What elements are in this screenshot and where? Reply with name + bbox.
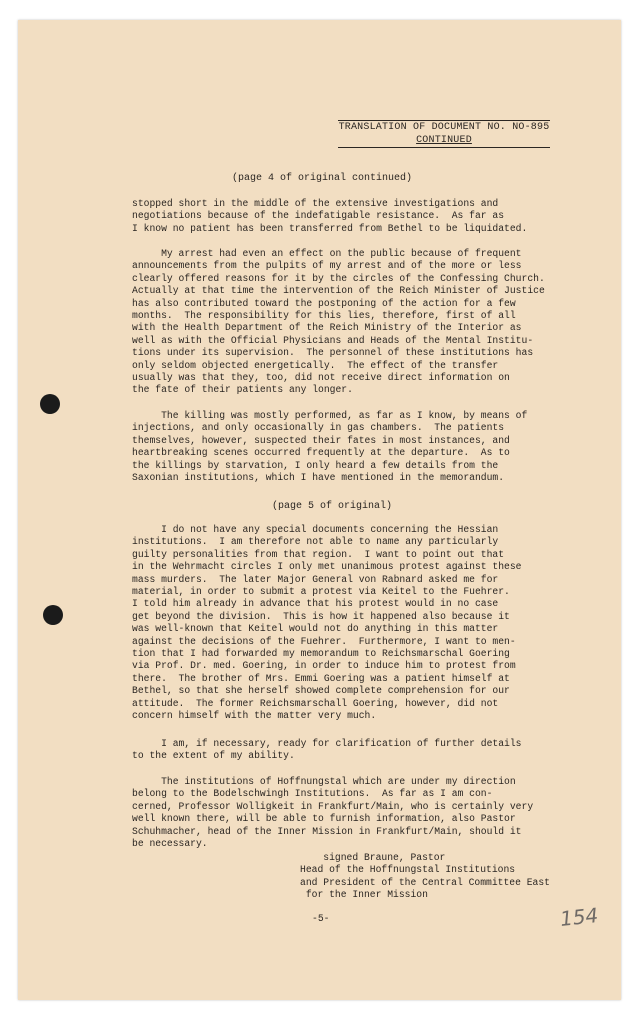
text-line: has also contributed toward the postponing of the action for a few [132,297,516,309]
text-line: attitude. The former Reichsmarschall Goering, however, did not [132,697,499,709]
text-line: well known there, will be able to furnish information, also Pastor [132,813,516,825]
text-line: was well-known that Keitel would not do anything in this matter [132,623,499,635]
text-line: concern himself with the matter very much. [132,710,377,722]
text-line: The killing was mostly performed, as far as I know, by means of [132,410,528,421]
page-number: -5- [312,913,330,924]
text-line: well as with the Official Physicians and Heads of the Mental Institu- [132,334,534,346]
signature-line: signed Braune, Pastor [300,852,446,863]
text-line: I do not have any special documents concerning the Hessian [132,524,499,535]
punch-hole [43,605,63,625]
header-title: TRANSLATION OF DOCUMENT NO. NO-895 [338,122,550,133]
text-line: the fate of their patients any longer. [132,384,353,396]
text-line: My arrest had even an effect on the public because of frequent [132,248,522,259]
signature-block [300,852,580,902]
text-line: Saxonian institutions, which I have mentioned in the memorandum. [132,472,505,484]
text-line: the killings by starvation, I only heard a few details from the [132,459,499,471]
signature-line: Head of the Hoffnungstal Institutions [300,864,516,876]
paragraph-6 [132,776,572,850]
text-line: material, in order to submit a protest via Keitel to the Fuehrer. [132,586,510,598]
paragraph-2 [132,248,572,397]
page-note-original-4: (page 4 of original continued) [231,173,413,184]
text-line: guilty personalities from that region. I want to point out that [132,548,505,560]
text-line: against the decisions of the Fuehrer. Furthermore, I want to men- [132,635,516,647]
text-line: heartbreaking scenes occurred frequently at the departure. As to [132,447,510,459]
text-line: only seldom objected energetically. The effect of the transfer [132,359,499,371]
paragraph-3 [132,410,572,484]
text-line: in the Wehrmacht circles I only met unanimous protest against these [132,561,522,573]
page-note-original-5: (page 5 of original) [271,501,393,512]
text-line: via Prof. Dr. med. Goering, in order to induce him to protest from [132,660,516,672]
paragraph-4 [132,524,572,723]
text-line: I know no patient has been transferred from Bethel to be liquidated. [132,222,528,234]
text-line: announcements from the pulpits of my arrest and of the more or less [132,260,522,272]
header-continued: CONTINUED [416,135,472,146]
text-line: I am, if necessary, ready for clarification of further details [132,738,522,749]
text-line: Actually at that time the intervention of the Reich Minister of Justice [132,285,545,297]
text-line: tions under its supervision. The personnel of these institutions has [132,347,534,359]
text-line: belong to the Bodelschwingh Institutions. As far as I am con- [132,788,493,800]
text-line: be necessary. [132,838,208,850]
text-line: themselves, however, suspected their fates in most instances, and [132,434,510,446]
text-line: Schuhmacher, head of the Inner Mission in Frankfurt/Main, should it [132,825,522,837]
text-line: injections, and only occasionally in gas chambers. The patients [132,422,505,434]
archive-number: 154 [558,903,600,931]
document-header [338,120,550,148]
paragraph-1 [132,198,572,235]
text-line: Bethel, so that she herself showed complete comprehension for our [132,685,510,697]
signature-line: for the Inner Mission [300,889,428,901]
text-line: clearly offered reasons for it by the circles of the Confessing Church. [132,272,545,284]
text-line: to the extent of my ability. [132,750,295,762]
text-line: institutions. I am therefore not able to name any particularly [132,536,499,548]
signature-line: and President of the Central Committee East [300,876,550,888]
paragraph-5 [132,738,572,763]
text-line: mass murders. The later Major General von Rabnard asked me for [132,573,499,585]
text-line: tion that I had forwarded my memorandum to Reichsmarschal Goering [132,648,510,660]
text-line: with the Health Department of the Reich Ministry of the Interior as [132,322,522,334]
text-line: get beyond the division. This is how it happened also because it [132,610,510,622]
text-line: The institutions of Hoffnungstal which are under my direction [132,776,516,787]
text-line: usually was that they, too, did not receive direct information on [132,372,510,384]
text-line: I told him already in advance that his protest would in no case [132,598,499,610]
text-line: cerned, Professor Wolligkeit in Frankfurt/Main, who is certainly very [132,800,534,812]
text-line: negotiations because of the indefatigable resistance. As far as [132,210,505,222]
header-bottom-rule [338,147,550,148]
text-line: stopped short in the middle of the extensive investigations and [132,198,499,209]
punch-hole [40,394,60,414]
text-line: months. The responsibility for this lies, therefore, first of all [132,310,516,322]
text-line: there. The brother of Mrs. Emmi Goering was a patient himself at [132,672,510,684]
